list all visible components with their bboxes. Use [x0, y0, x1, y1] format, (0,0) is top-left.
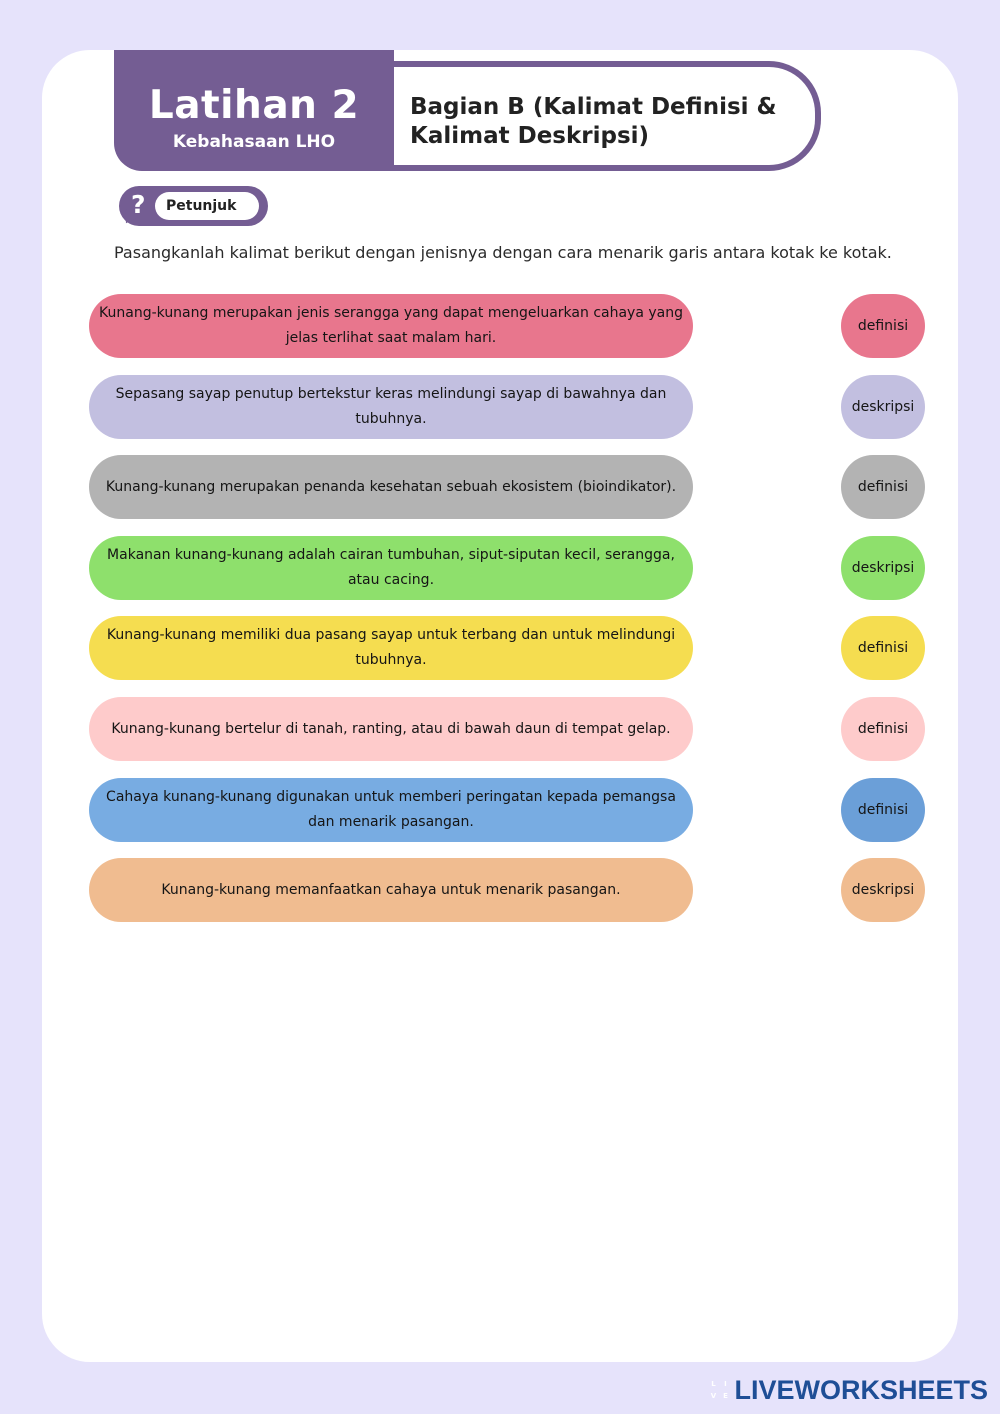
- brand-name: LIVEWORKSHEETS: [734, 1374, 988, 1405]
- logo-square: I: [724, 1380, 727, 1388]
- page-subtitle: Kebahasaan LHO: [172, 132, 336, 152]
- hint-badge: [119, 186, 268, 226]
- page-title: Latihan 2: [148, 83, 360, 128]
- type-label: definisi: [857, 479, 909, 495]
- section-title-box: [340, 61, 821, 171]
- sentence-box[interactable]: [89, 294, 693, 358]
- sentence-box[interactable]: [89, 455, 693, 519]
- sentence-box[interactable]: [89, 375, 693, 439]
- type-box[interactable]: [841, 778, 925, 842]
- sentence-text: Cahaya kunang-kunang digunakan untuk memberi peringatan kepada pemangsa dan menarik pasangan.: [106, 789, 676, 830]
- liveworksheets-logo[interactable]: [708, 1373, 988, 1407]
- type-box[interactable]: [841, 858, 925, 922]
- type-box[interactable]: [841, 616, 925, 680]
- title-tab: [114, 50, 394, 171]
- hint-label-box: [155, 192, 259, 220]
- type-label: deskripsi: [851, 882, 915, 898]
- type-box[interactable]: [841, 294, 925, 358]
- type-label: deskripsi: [851, 560, 915, 576]
- type-label: definisi: [857, 721, 909, 737]
- hint-label: Petunjuk: [166, 198, 237, 214]
- type-box[interactable]: [841, 375, 925, 439]
- sentence-text: Kunang-kunang bertelur di tanah, ranting, atau di bawah daun di tempat gelap.: [111, 720, 671, 737]
- logo-square: L: [711, 1380, 716, 1388]
- type-box[interactable]: [841, 697, 925, 761]
- instruction-text: Pasangkanlah kalimat berikut dengan jenisnya dengan cara menarik garis antara kotak ke kotak.: [114, 243, 892, 262]
- logo-square: V: [710, 1392, 717, 1400]
- type-label: definisi: [857, 802, 909, 818]
- sentence-text: Sepasang sayap penutup bertekstur keras melindungi sayap di bawahnya dan tubuhnya.: [115, 386, 667, 427]
- logo-squares-icon: [708, 1379, 730, 1401]
- sentence-box[interactable]: [89, 778, 693, 842]
- sentence-text: Kunang-kunang merupakan jenis serangga yang dapat mengeluarkan cahaya yang jelas terlihat saat malam hari.: [99, 305, 683, 346]
- sentence-text: Makanan kunang-kunang adalah cairan tumbuhan, siput-siputan kecil, serangga, atau cacing.: [107, 547, 675, 588]
- sentence-text: Kunang-kunang merupakan penanda kesehatan sebuah ekosistem (bioindikator).: [105, 478, 677, 495]
- sentence-box[interactable]: [89, 616, 693, 680]
- type-label: deskripsi: [851, 399, 915, 415]
- type-box[interactable]: [841, 455, 925, 519]
- type-box[interactable]: [841, 536, 925, 600]
- logo-square: E: [723, 1392, 728, 1400]
- section-title: Bagian B (Kalimat Definisi & Kalimat Deskripsi): [410, 94, 777, 149]
- sentence-text: Kunang-kunang memanfaatkan cahaya untuk menarik pasangan.: [161, 881, 621, 898]
- sentence-box[interactable]: [89, 697, 693, 761]
- question-mark-icon: ?: [131, 190, 146, 219]
- sentence-box[interactable]: [89, 858, 693, 922]
- sentence-text: Kunang-kunang memiliki dua pasang sayap untuk terbang dan untuk melindungi tubuhnya.: [106, 627, 676, 668]
- sentence-box[interactable]: [89, 536, 693, 600]
- type-label: definisi: [857, 318, 909, 334]
- type-label: definisi: [857, 640, 909, 656]
